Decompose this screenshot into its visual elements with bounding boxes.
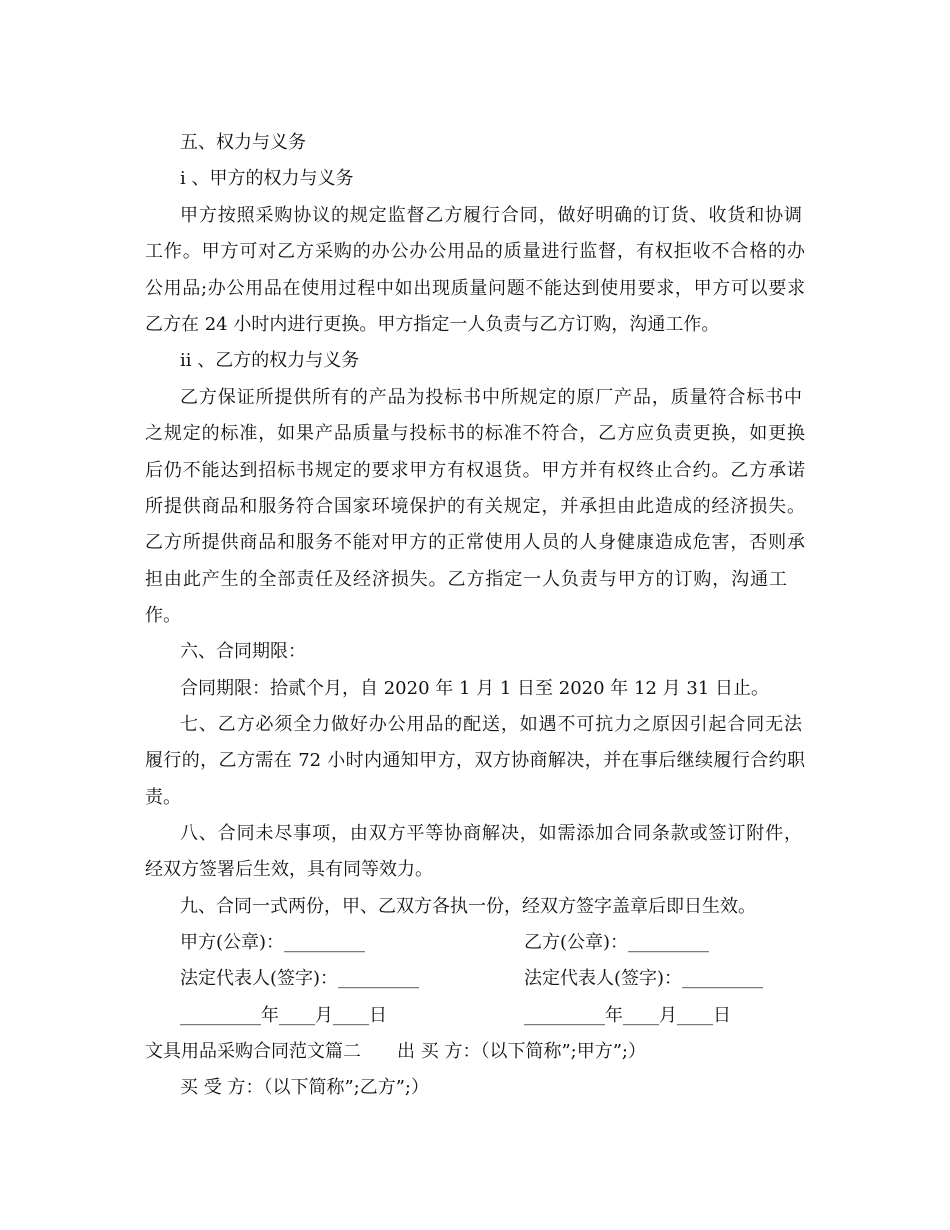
party-b-duties-line-4: 所提供商品和服务符合国家环境保护的有关规定，并承担由此造成的经济损失。 [145,496,805,517]
section-9-text: 九、合同一式两份，甲、乙双方各执一份，经双方签字盖章后即日生效。 [180,896,756,917]
section-5-1-title: ⅰ 、甲方的权力与义务 [180,168,354,189]
section-5-2-title: ⅱ 、乙方的权力与义务 [180,350,360,371]
party-b-seal: 乙方(公章)：_________ [524,932,710,953]
section-7-line-2: 履行的，乙方需在 72 小时内通知甲方，双方协商解决，并在事后继续履行合约职 [145,750,805,771]
section-7-line-3: 责。 [145,787,181,808]
party-a-duties-line-4: 乙方在 24 小时内进行更换。甲方指定一人负责与乙方订购，沟通工作。 [145,314,720,335]
party-b-duties-line-6: 担由此产生的全部责任及经济损失。乙方指定一人负责与甲方的订购，沟通工 [145,569,787,590]
party-b-duties-line-5: 乙方所提供商品和服务不能对甲方的正常使用人员的人身健康造成危害，否则承 [145,532,805,553]
party-a-date: _________年____月____日 [180,1005,387,1026]
section-6-text: 合同期限：拾贰个月，自 2020 年 1 月 1 日至 2020 年 12 月 31 日止。 [180,678,769,699]
party-a-duties-line-3: 公用品;办公用品在使用过程中如出现质量问题不能达到使用要求，甲方可以要求 [145,278,805,299]
section-7-line-1: 七、乙方必须全力做好办公用品的配送，如遇不可抗力之原因引起合同无法 [180,714,802,735]
party-b-duties-line-3: 后仍不能达到招标书规定的要求甲方有权退货。甲方并有权终止合约。乙方承诺 [145,460,805,481]
section-6-title: 六、合同期限： [180,641,306,662]
section-8-line-1: 八、合同未尽事项，由双方平等协商解决，如需添加合同条款或签订附件， [180,823,802,844]
party-b-representative: 法定代表人(签字)：_________ [524,968,764,989]
section-5-title: 五、权力与义务 [180,132,306,153]
party-a-duties-line-2: 工作。甲方可对乙方采购的办公办公用品的质量进行监督，有权拒收不合格的办 [145,241,805,262]
party-b-duties-line-7: 作。 [145,605,181,626]
next-contract-title-line: 文具用品采购合同范文篇二 出 买 方：（以下简称”;甲方”;） [145,1041,646,1062]
party-a-representative: 法定代表人(签字)：_________ [180,968,420,989]
party-a-seal: 甲方(公章)：_________ [180,932,366,953]
party-b-duties-line-2: 之规定的标准，如果产品质量与投标书的标准不符合，乙方应负责更换，如更换 [145,423,805,444]
section-8-line-2: 经双方签署后生效，具有同等效力。 [145,859,433,880]
party-b-date: _________年____月____日 [524,1005,731,1026]
party-a-duties-line-1: 甲方按照采购协议的规定监督乙方履行合同，做好明确的订货、收货和协调 [180,205,802,226]
buyer-line: 买 受 方：（以下简称”;乙方”;） [180,1077,429,1098]
party-b-duties-line-1: 乙方保证所提供所有的产品为投标书中所规定的原厂产品，质量符合标书中 [180,387,802,408]
